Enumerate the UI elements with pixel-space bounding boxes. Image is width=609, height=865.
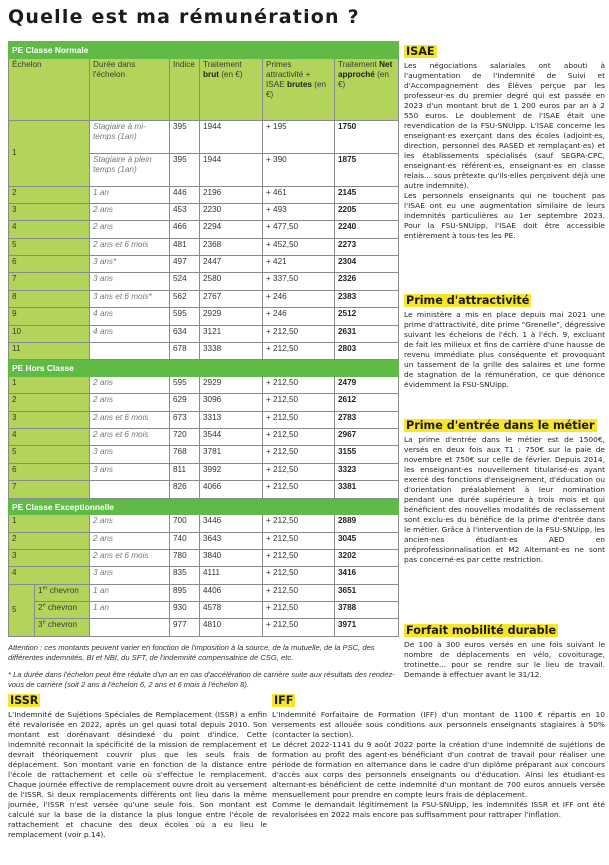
primes-cell: + 212,50: [263, 376, 335, 393]
duree-cell: 2 ans et 6 mois: [90, 549, 170, 566]
net-cell: 3971: [335, 619, 399, 636]
prime-entree-paragraph: La prime d'entrée dans le métier est de 1500€, versés en deux fois aux T1 : 750€ sur la paie de novembre et 750€ sur celle de février. Depuis 2014, les enseignant·es nouvellement titularisé·es ayant exercé des fonctions d'enseignement, d'éducation ou d'orientation préalablement à leur nomination pendant une durée supérieure à trois mois et qui bénéficient des nouvelles modalités de reclassement sont exclu·es du bénéfice de la prime d'entrée dans le métier. Grâce à l'intervention de la FSU-SNUipp, les ancien·nes étudiant·es AED en préprofessionnalisation et M2 Alternant·es ne sont pas concerné·es par cette restriction.: [404, 435, 605, 565]
echelon-cell: 3: [9, 411, 90, 428]
duree-cell: 2 ans: [90, 394, 170, 411]
duree-cell: 2 ans: [90, 203, 170, 220]
brut-cell: 1944: [200, 120, 263, 153]
primes-cell: + 337,50: [263, 273, 335, 290]
echelon-cell: 3: [9, 203, 90, 220]
brut-cell: 4810: [200, 619, 263, 636]
net-cell: 3651: [335, 584, 399, 601]
primes-cell: + 212,50: [263, 429, 335, 446]
duree-cell: 2 ans: [90, 376, 170, 393]
net-cell: 2783: [335, 411, 399, 428]
echelon-cell: 5: [9, 584, 35, 636]
col-header-primes: [263, 58, 335, 120]
iff-paragraph: Le décret 2022-1141 du 9 août 2022 porte la création d'une indemnité de sujétions de formation au profit des agent·es bénéficiant d'un contrat de travail pour réaliser une période de formation en alternance dans le cadre d'un diplôme préparant aux concours d'accès aux corps des personnels enseignants ou d'éducation. Ainsi les étudiant·es alternant·es bénéficient de cette indemnité d'un montant de 700 euros annuels versée mensuellement pour prendre en compte leurs frais de déplacement.: [272, 740, 605, 800]
table-row: [9, 532, 399, 549]
isae-heading: ISAE: [406, 45, 435, 58]
chevron-label: [35, 619, 90, 636]
echelon-cell: 1: [9, 376, 90, 393]
primes-cell: + 212,50: [263, 515, 335, 532]
indice-cell: 595: [170, 308, 200, 325]
brut-cell: 2767: [200, 290, 263, 307]
net-cell: 2631: [335, 325, 399, 342]
primes-cell: + 421: [263, 256, 335, 273]
brut-cell: 3096: [200, 394, 263, 411]
forfait-mobilite-paragraph: De 100 à 300 euros versés en une fois suivant le nombre de déplacements en vélo, covoiturage, trotinette... pour se rendre sur le lieu de travail. Demande à effectuer avant le 31/12.: [404, 640, 605, 680]
indice-cell: 740: [170, 532, 200, 549]
table-row: [9, 186, 399, 203]
primes-cell: + 195: [263, 120, 335, 153]
primes-cell: + 246: [263, 308, 335, 325]
table-row: [9, 394, 399, 411]
duree-cell: 1 an: [90, 584, 170, 601]
net-cell: 2479: [335, 376, 399, 393]
net-cell: 3416: [335, 567, 399, 584]
col-header-duree: Durée dans l'échelon: [90, 58, 170, 120]
table-row: [9, 376, 399, 393]
indice-cell: 780: [170, 549, 200, 566]
table-row: [9, 325, 399, 342]
primes-cell: + 493: [263, 203, 335, 220]
chevron-number: 3: [38, 620, 43, 630]
isae-paragraph: Les négociations salariales ont abouti à l'augmentation de l'Indemnité de Suivi et d'Accompagnement des Élèves perçue par les professeur·es du premier degré qui est passée en 2023 d'un montant brut de 1 200 euros par an à 2 550 euros. Le doublement de l'ISAE était une revendication de la FSU-SNUipp. L'ISAE concerne les enseignant·es exerçant dans des écoles (adjoint·es, direction, personnel des RASED et remplaçant·es) et les établissements spécialisés (sauf SEGPA-CPC, enseignant·es référent·es, enseignant·es en classe relais... sous prêtexte qu'ils·elles perçoivent déjà une autre indemnité).: [404, 61, 605, 191]
echelon-cell: 6: [9, 256, 90, 273]
col-header-bold: brut: [203, 69, 219, 79]
net-cell: 2304: [335, 256, 399, 273]
indice-cell: 673: [170, 411, 200, 428]
echelon-cell: 4: [9, 567, 90, 584]
section-header-row: [9, 498, 399, 515]
brut-cell: 3992: [200, 463, 263, 480]
brut-cell: 3781: [200, 446, 263, 463]
brut-cell: 4406: [200, 584, 263, 601]
net-cell: 2512: [335, 308, 399, 325]
indice-cell: 562: [170, 290, 200, 307]
echelon-cell: 5: [9, 446, 90, 463]
echelon-cell: 7: [9, 481, 90, 498]
primes-cell: + 212,50: [263, 343, 335, 360]
indice-cell: 678: [170, 343, 200, 360]
duree-cell: 2 ans et 6 mois: [90, 238, 170, 255]
net-cell: 2889: [335, 515, 399, 532]
col-header-bold: Net approché: [338, 59, 393, 79]
duree-cell: 4 ans: [90, 308, 170, 325]
table-row: [9, 515, 399, 532]
net-cell: 2326: [335, 273, 399, 290]
duree-cell: 4 ans: [90, 325, 170, 342]
duree-cell: 3 ans: [90, 567, 170, 584]
echelon-cell: 8: [9, 290, 90, 307]
prime-entree-block: [404, 414, 605, 565]
iff-heading: IFF: [274, 694, 294, 707]
duree-cell: [90, 343, 170, 360]
brut-cell: 2368: [200, 238, 263, 255]
chevron-text: chevron: [45, 620, 78, 630]
duree-cell: 2 ans: [90, 532, 170, 549]
brut-cell: 3643: [200, 532, 263, 549]
primes-cell: + 452,50: [263, 238, 335, 255]
net-cell: 2205: [335, 203, 399, 220]
section-header-row: [9, 360, 399, 377]
duree-cell: 3 ans et 6 mois*: [90, 290, 170, 307]
echelon-cell: 10: [9, 325, 90, 342]
echelon-cell: 7: [9, 273, 90, 290]
primes-cell: + 212,50: [263, 325, 335, 342]
chevron-ordinal: e: [42, 602, 46, 609]
net-cell: 3155: [335, 446, 399, 463]
duree-cell: 2 ans: [90, 515, 170, 532]
col-header-text: Traitement: [203, 59, 242, 69]
brut-cell: 3121: [200, 325, 263, 342]
col-header-indice: Indice: [170, 58, 200, 120]
indice-cell: 811: [170, 463, 200, 480]
indice-cell: 395: [170, 120, 200, 153]
indice-cell: 768: [170, 446, 200, 463]
brut-cell: 2447: [200, 256, 263, 273]
net-cell: 1750: [335, 120, 399, 153]
indice-cell: 497: [170, 256, 200, 273]
echelon-cell: 2: [9, 186, 90, 203]
indice-cell: 977: [170, 619, 200, 636]
primes-cell: + 212,50: [263, 549, 335, 566]
forfait-mobilite-block: [404, 619, 605, 680]
net-cell: 3381: [335, 481, 399, 498]
echelon-cell: 3: [9, 549, 90, 566]
table-row: [9, 256, 399, 273]
table-row: [9, 203, 399, 220]
prime-attractivite-block: [404, 289, 605, 390]
table-row: [9, 619, 399, 636]
echelon-cell: 1: [9, 120, 90, 186]
chevron-ordinal: er: [42, 584, 48, 591]
echelon-cell: 1: [9, 515, 90, 532]
table-row: [9, 343, 399, 360]
primes-cell: + 212,50: [263, 446, 335, 463]
brut-cell: 4066: [200, 481, 263, 498]
indice-cell: 453: [170, 203, 200, 220]
duree-cell: [90, 481, 170, 498]
table-row: [9, 273, 399, 290]
chevron-number: 2: [38, 603, 43, 613]
indice-cell: 466: [170, 221, 200, 238]
col-header-net: [335, 58, 399, 120]
primes-cell: + 461: [263, 186, 335, 203]
table-row: [9, 411, 399, 428]
echelon-cell: 5: [9, 238, 90, 255]
duree-cell: 3 ans: [90, 273, 170, 290]
isae-block: [404, 40, 605, 241]
indice-cell: 446: [170, 186, 200, 203]
issr-heading: ISSR: [10, 694, 39, 707]
echelon-cell: 6: [9, 463, 90, 480]
net-cell: 3323: [335, 463, 399, 480]
col-header-brut: [200, 58, 263, 120]
primes-cell: + 212,50: [263, 394, 335, 411]
col-header-bold: brutes: [286, 80, 312, 89]
primes-cell: + 212,50: [263, 463, 335, 480]
net-cell: 2967: [335, 429, 399, 446]
table-row: [9, 429, 399, 446]
page-title: Quelle est ma rémunération ?: [8, 6, 360, 28]
brut-cell: 2294: [200, 221, 263, 238]
duree-cell: 1 an: [90, 602, 170, 619]
net-cell: 3045: [335, 532, 399, 549]
table-row: [9, 584, 399, 601]
col-header-text: Traitement: [338, 59, 380, 69]
primes-cell: + 390: [263, 153, 335, 186]
brut-cell: 4578: [200, 602, 263, 619]
brut-cell: 2196: [200, 186, 263, 203]
chevron-text: chevron: [45, 603, 78, 613]
chevron-number: 1: [38, 585, 43, 595]
net-cell: 2240: [335, 221, 399, 238]
duree-cell: 2 ans et 6 mois: [90, 429, 170, 446]
isae-paragraph: Les personnels enseignants qui ne touchent pas l'ISAE ont eu une augmentation similaire de leurs indemnités particulières au 1er septembre 2023. Pour la FSU-SNUipp, l'ISAE doit être accessible entièrement à tous·tes les PE.: [404, 191, 605, 241]
brut-cell: 1944: [200, 153, 263, 186]
table-row: [9, 221, 399, 238]
brut-cell: 3338: [200, 343, 263, 360]
indice-cell: 930: [170, 602, 200, 619]
primes-cell: + 246: [263, 290, 335, 307]
net-cell: 2803: [335, 343, 399, 360]
brut-cell: 3446: [200, 515, 263, 532]
asterisk-note: * La durée dans l'échelon peut être réduite d'un an en cas d'accélération de carrière suite aux résultats des rendez-vous de carrière (soit 2 ans à l'échelon 6, 2 ans et 6 mois à l'échelon 8).: [8, 669, 395, 689]
col-header-text: Primes attractivité + ISAE: [266, 59, 311, 89]
indice-cell: 826: [170, 481, 200, 498]
duree-cell: 2 ans et 6 mois: [90, 411, 170, 428]
brut-cell: 2929: [200, 308, 263, 325]
net-cell: 1875: [335, 153, 399, 186]
prime-attractivite-heading: Prime d'attractivité: [406, 294, 530, 307]
iff-block: [272, 689, 605, 820]
brut-cell: 3313: [200, 411, 263, 428]
primes-cell: + 212,50: [263, 532, 335, 549]
primes-cell: + 212,50: [263, 567, 335, 584]
indice-cell: 634: [170, 325, 200, 342]
table-row: [9, 308, 399, 325]
brut-cell: 3544: [200, 429, 263, 446]
echelon-cell: 2: [9, 532, 90, 549]
duree-cell: 2 ans: [90, 221, 170, 238]
duree-cell: Stagiaire à plein temps (1an): [90, 153, 170, 186]
net-cell: 2273: [335, 238, 399, 255]
section-header-row: [9, 42, 399, 59]
col-header-echelon: Échelon: [9, 58, 90, 120]
col-header-text: (en €): [218, 69, 243, 79]
net-cell: 3788: [335, 602, 399, 619]
echelon-cell: 9: [9, 308, 90, 325]
table-row: [9, 290, 399, 307]
table-row: [9, 602, 399, 619]
indice-cell: 835: [170, 567, 200, 584]
brut-cell: 3840: [200, 549, 263, 566]
indice-cell: 595: [170, 376, 200, 393]
primes-cell: + 212,50: [263, 481, 335, 498]
issr-paragraph: L'Indemnité de Sujétions Spéciales de Remplacement (ISSR) a enfin été revalorisée en 2022, après un gel quasi total depuis 2010. Son montant est dorénavant désindexé du point d'indice. Cette indemnité reconnait la spécificité de la mission de remplacement et devrait théoriquement couvrir plus que les seuls frais de déplacement. Son montant varie en fonction de la distance entre l'école de rattachement et celle où s'effectue le remplacement. Chaque journée effective de remplacement ouvre droit au versement de l'ISSR. Si deux remplacements différents ont lieu dans la même journée, l'ISSR n'est versée qu'une seule fois. Son montant est calculé sur la base de la distance la plus longue entre l'école de rattachement et chacune des deux écoles où a eu lieu le remplacement (voir p.14).: [8, 710, 267, 840]
echelon-cell: 4: [9, 429, 90, 446]
issr-block: [8, 689, 267, 840]
echelon-cell: 11: [9, 343, 90, 360]
table-row: [9, 446, 399, 463]
iff-paragraph: L'Indemnité Forfaitaire de Formation (IFF) d'un montant de 1100 € répartis en 10 versements est allouée sous conditions aux personnels enseignants stagiaires à 50% (contacter la section).: [272, 710, 605, 740]
indice-cell: 395: [170, 153, 200, 186]
salary-table: [8, 41, 399, 637]
brut-cell: 4111: [200, 567, 263, 584]
net-cell: 2612: [335, 394, 399, 411]
table-row: [9, 549, 399, 566]
table-row: [9, 120, 399, 153]
chevron-label: [35, 602, 90, 619]
chevron-ordinal: e: [42, 619, 46, 626]
brut-cell: 2580: [200, 273, 263, 290]
duree-cell: [90, 619, 170, 636]
duree-cell: 3 ans*: [90, 256, 170, 273]
col-header-text: (en €): [266, 80, 327, 100]
net-cell: 2383: [335, 290, 399, 307]
chevron-label: [35, 584, 90, 601]
primes-cell: + 212,50: [263, 602, 335, 619]
table-notes: [8, 643, 400, 690]
brut-cell: 2230: [200, 203, 263, 220]
primes-cell: + 477,50: [263, 221, 335, 238]
table-row: [9, 238, 399, 255]
table-row: [9, 567, 399, 584]
primes-cell: + 212,50: [263, 619, 335, 636]
indice-cell: 700: [170, 515, 200, 532]
brut-cell: 2929: [200, 376, 263, 393]
col-header-text: (en €): [338, 69, 389, 89]
section-title: PE Classe Exceptionnelle: [9, 498, 399, 515]
indice-cell: 895: [170, 584, 200, 601]
duree-cell: Stagiaire à mi-temps (1an): [90, 120, 170, 153]
net-cell: 2145: [335, 186, 399, 203]
duree-cell: 3 ans: [90, 446, 170, 463]
attention-note: Attention : ces montants peuvent varier en fonction de l'imposition à la source, de la mutuelle, de la PSC, des différentes indemnités, BI et NBI, du SFT, de l'indemnité compensatrice de CSG, etc.: [8, 643, 375, 663]
duree-cell: 3 ans: [90, 463, 170, 480]
echelon-cell: 2: [9, 394, 90, 411]
indice-cell: 720: [170, 429, 200, 446]
echelon-cell: 4: [9, 221, 90, 238]
net-cell: 3202: [335, 549, 399, 566]
iff-paragraph: Comme le demandait légitimement la FSU-SNUipp, les indemnités ISSR et IFF ont été revalorisées en 2022 mais encore pas suffisamment pour rattraper l'inflation.: [272, 800, 605, 820]
indice-cell: 481: [170, 238, 200, 255]
section-title: PE Hors Classe: [9, 360, 399, 377]
table-row: [9, 481, 399, 498]
indice-cell: 629: [170, 394, 200, 411]
duree-cell: 1 an: [90, 186, 170, 203]
primes-cell: + 212,50: [263, 584, 335, 601]
table-row: [9, 463, 399, 480]
indice-cell: 524: [170, 273, 200, 290]
primes-cell: + 212,50: [263, 411, 335, 428]
forfait-mobilite-heading: Forfait mobilité durable: [406, 624, 557, 637]
section-title: PE Classe Normale: [9, 42, 399, 59]
prime-attractivite-paragraph: Le ministère a mis en place depuis mai 2021 une prime d'attractivité, dite prime "Grenelle", dégressive suivant les échelons de l'éch. 1 à l'éch. 9, excluant de fait les milieux et fins de carrière d'une hausse de revenu immédiate plus conséquente et provoquant un tassement de la grille des salaires et une forme de stagnation de la rémunération, ce que dénonce évidemment la FSU-SNUipp.: [404, 310, 605, 390]
prime-entree-heading: Prime d'entrée dans le métier: [406, 419, 595, 432]
column-header-row: [9, 58, 399, 120]
chevron-text: chevron: [47, 585, 79, 595]
